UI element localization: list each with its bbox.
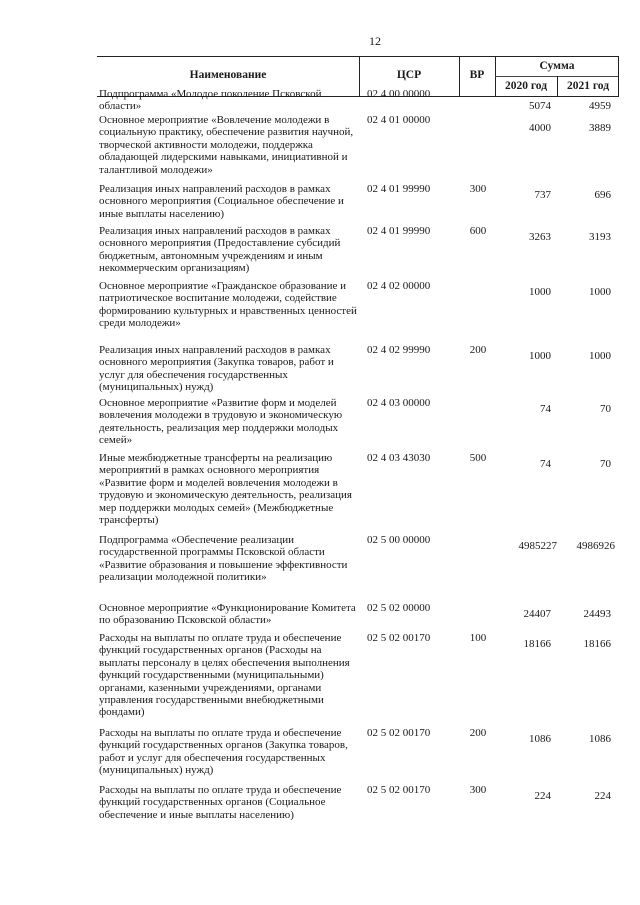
table-row bbox=[97, 397, 619, 452]
row-sum-2020: 1000 bbox=[529, 286, 551, 298]
header-year-2020: 2020 год bbox=[504, 80, 548, 92]
row-name: Подпрограмма «Молодое поколение Псковской области» bbox=[99, 88, 322, 113]
header-csr: ЦСР bbox=[396, 69, 422, 81]
table-row bbox=[97, 344, 619, 397]
table-row bbox=[97, 225, 619, 280]
table-row bbox=[97, 452, 619, 534]
row-sum-2021: 18166 bbox=[583, 638, 611, 650]
table-row bbox=[97, 280, 619, 344]
row-name: Реализация иных направлений расходов в рамках основного мероприятия (Социальное обеспечение и иные выплаты населению) bbox=[99, 183, 344, 220]
row-vr: 600 bbox=[469, 225, 487, 237]
row-csr: 02 4 03 43030 bbox=[367, 452, 431, 464]
row-csr: 02 5 02 00000 bbox=[367, 602, 431, 614]
row-name: Расходы на выплаты по оплате труда и обеспечение функций государственных органов (Закупка товаров, работ и услуг для обеспечения государственных (муниципальных) нужд) bbox=[99, 727, 348, 777]
table-row bbox=[97, 534, 619, 602]
row-csr: 02 5 00 00000 bbox=[367, 534, 431, 546]
header-name: Наименование bbox=[189, 69, 267, 81]
row-sum-2020: 5074 bbox=[529, 100, 551, 112]
row-csr: 02 4 01 99990 bbox=[367, 225, 431, 237]
row-sum-2020: 18166 bbox=[523, 638, 551, 650]
row-name: Расходы на выплаты по оплате труда и обеспечение функций государственных органов (Расходы на выплаты персоналу в целях обеспечения выполнения функций государственными (муниципальными) органами, казенными учреждениями, органами управления государственными внебюджетными фондами) bbox=[99, 632, 350, 719]
header-year-2021: 2021 год bbox=[566, 80, 610, 92]
row-sum-2020: 3263 bbox=[529, 231, 551, 243]
row-sum-2020: 74 bbox=[540, 458, 551, 470]
row-sum-2020: 1086 bbox=[529, 733, 551, 745]
row-sum-2021: 24493 bbox=[583, 608, 611, 620]
table-row bbox=[97, 183, 619, 225]
row-vr: 100 bbox=[469, 632, 487, 644]
row-name: Подпрограмма «Обеспечение реализации государственной программы Псковской области «Развитие образования и повышение эффективности реализации молодежной политики» bbox=[99, 534, 348, 584]
row-sum-2021: 70 bbox=[600, 403, 611, 415]
row-vr: 500 bbox=[469, 452, 487, 464]
row-sum-2021: 4986926 bbox=[576, 540, 615, 552]
table-row bbox=[97, 602, 619, 632]
row-sum-2021: 3193 bbox=[589, 231, 611, 243]
row-vr: 200 bbox=[469, 344, 487, 356]
row-name: Основное мероприятие «Вовлечение молодежи в социальную практику, обеспечение развития научной, творческой активности молодежи, поддержка обладающей лидерскими навыками, инициативной и талантливой молодежи» bbox=[99, 114, 354, 176]
row-sum-2020: 1000 bbox=[529, 350, 551, 362]
row-sum-2021: 4959 bbox=[589, 100, 611, 112]
row-csr: 02 4 01 00000 bbox=[367, 114, 431, 126]
header-vr: ВР bbox=[469, 69, 485, 81]
row-sum-2020: 24407 bbox=[523, 608, 551, 620]
row-sum-2021: 70 bbox=[600, 458, 611, 470]
row-sum-2020: 4985227 bbox=[518, 540, 557, 552]
row-sum-2021: 696 bbox=[594, 189, 611, 201]
table-row bbox=[97, 88, 619, 114]
table-row bbox=[97, 632, 619, 727]
table-row bbox=[97, 114, 619, 183]
table-body bbox=[97, 88, 619, 838]
row-sum-2021: 1086 bbox=[589, 733, 611, 745]
row-csr: 02 4 02 99990 bbox=[367, 344, 431, 356]
row-name: Основное мероприятие «Функционирование Комитета по образованию Псковской области» bbox=[99, 602, 356, 627]
row-name: Основное мероприятие «Гражданское образование и патриотическое воспитание молодежи, содействие формированию культурных и нравственных ценностей среди молодежи» bbox=[99, 280, 357, 330]
row-sum-2021: 3889 bbox=[589, 122, 611, 134]
row-name: Расходы на выплаты по оплате труда и обеспечение функций государственных органов (Социальное обеспечение и иные выплаты населению) bbox=[99, 784, 342, 821]
row-vr: 300 bbox=[469, 784, 487, 796]
row-csr: 02 5 02 00170 bbox=[367, 784, 431, 796]
row-sum-2020: 737 bbox=[534, 189, 551, 201]
row-name: Иные межбюджетные трансферты на реализацию мероприятий в рамках основного мероприятия «Развитие форм и моделей вовлечения молодежи в трудовую и экономическую деятельность, реализация мер поддержки молодых семей» (Межбюджетные трансферты) bbox=[99, 452, 352, 527]
row-name: Основное мероприятие «Развитие форм и моделей вовлечения молодежи в трудовую и экономическую деятельность, реализация мер поддержки молодых семей» bbox=[99, 397, 343, 447]
row-csr: 02 4 03 00000 bbox=[367, 397, 431, 409]
row-csr: 02 5 02 00170 bbox=[367, 632, 431, 644]
row-csr: 02 4 00 00000 bbox=[367, 88, 431, 100]
row-name: Реализация иных направлений расходов в рамках основного мероприятия (Предоставление субсидий бюджетным, автономным учреждениям и иным некоммерческим организациям) bbox=[99, 225, 341, 275]
table-row bbox=[97, 784, 619, 838]
row-name: Реализация иных направлений расходов в рамках основного мероприятия (Закупка товаров, работ и услуг для обеспечения государственных (муниципальных) нужд) bbox=[99, 344, 334, 394]
row-csr: 02 5 02 00170 bbox=[367, 727, 431, 739]
row-vr: 200 bbox=[469, 727, 487, 739]
header-sum: Сумма bbox=[539, 60, 575, 72]
row-vr: 300 bbox=[469, 183, 487, 195]
row-csr: 02 4 02 00000 bbox=[367, 280, 431, 292]
row-csr: 02 4 01 99990 bbox=[367, 183, 431, 195]
table-row bbox=[97, 727, 619, 784]
page-number: 12 bbox=[369, 34, 381, 48]
row-sum-2020: 74 bbox=[540, 403, 551, 415]
row-sum-2021: 1000 bbox=[589, 350, 611, 362]
row-sum-2021: 224 bbox=[594, 790, 611, 802]
row-sum-2020: 4000 bbox=[529, 122, 551, 134]
row-sum-2021: 1000 bbox=[589, 286, 611, 298]
row-sum-2020: 224 bbox=[534, 790, 551, 802]
